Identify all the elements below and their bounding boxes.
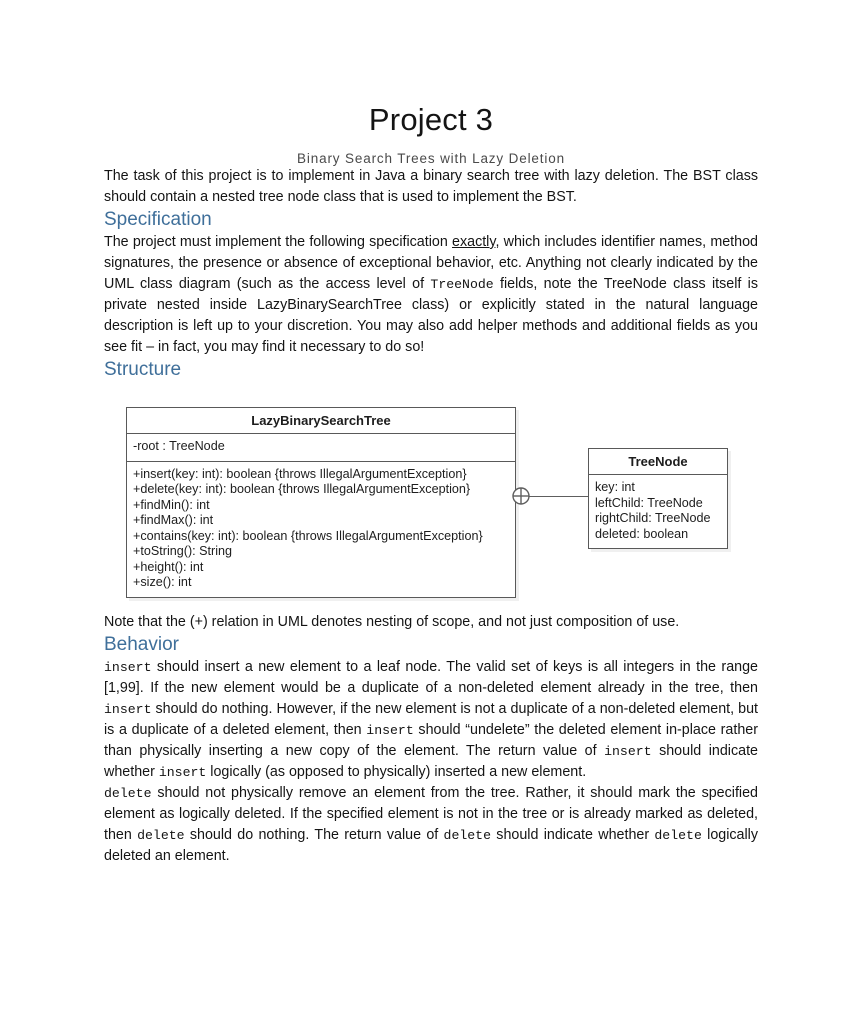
uml-note-paragraph: Note that the (+) relation in UML denotes nesting of scope, and not just composition of use. <box>104 614 680 630</box>
uml-attribute-row: deleted: boolean <box>595 526 689 541</box>
uml-attributes-treenode <box>589 475 727 548</box>
page-title: Project 3 <box>368 102 494 137</box>
uml-class-treenode <box>588 448 728 549</box>
delete-text-3: should indicate whether <box>491 827 655 843</box>
uml-class-name-lazybinarysearchtree: LazyBinarySearchTree <box>127 408 515 434</box>
uml-method-row: +findMin(): int <box>133 497 210 512</box>
uml-method-row: +delete(key: int): boolean {throws IllegalArgumentException} <box>133 482 471 496</box>
spec-text-2: , which includes identifier names, method signatures, the presence or absence of exceptional behavior, etc. Anything not clearly indicated by the UML class diagram (such as the access level of <box>104 234 759 292</box>
section-heading-structure: Structure <box>104 359 182 380</box>
insert-text-2: should do nothing. However, if the new element is not a duplicate of a non-deleted element, but is a duplicate of a deleted element, then <box>104 701 758 738</box>
specification-paragraph <box>104 232 758 358</box>
spec-emphasis-exactly: exactly <box>452 234 496 250</box>
section-heading-specification: Specification <box>104 209 212 230</box>
code-insert: insert <box>104 702 152 717</box>
code-insert: insert <box>104 660 152 675</box>
uml-method-row: +size(): int <box>133 575 192 589</box>
uml-method-row: +findMax(): int <box>133 513 214 527</box>
code-delete: delete <box>654 828 702 843</box>
uml-attribute-row: leftChild: TreeNode <box>595 495 703 510</box>
uml-method-row: +insert(key: int): boolean {throws IllegalArgumentException} <box>133 466 467 481</box>
code-delete: delete <box>137 828 185 843</box>
insert-text-3: should “undelete” the deleted element in-place rather than physically inserting a new copy of the element. The return value of <box>104 722 758 759</box>
spec-text-1: The project must implement the following specification <box>104 234 453 250</box>
uml-class-name-treenode: TreeNode <box>589 449 727 475</box>
delete-text-2: should do nothing. The return value of <box>184 827 444 843</box>
code-insert: insert <box>158 765 207 780</box>
insert-behavior-paragraph <box>104 657 758 783</box>
code-delete: delete <box>443 828 492 843</box>
code-insert: insert <box>604 744 652 759</box>
uml-attribute-row: -root : TreeNode <box>133 439 225 453</box>
uml-class-diagram <box>104 400 758 612</box>
delete-text-1: should not physically remove an element from the tree. Rather, it should mark the specified element as logically deleted. If the specified element is not in the tree or is already marked as deleted, then <box>104 785 758 843</box>
code-insert: insert <box>366 723 414 738</box>
uml-method-row: +contains(key: int): boolean {throws IllegalArgumentException} <box>133 528 483 543</box>
delete-text-4: logically deleted an element. <box>104 827 759 864</box>
uml-attribute-row: rightChild: TreeNode <box>595 511 711 525</box>
spec-code-treenode: TreeNode <box>430 277 494 292</box>
uml-attributes-lazybinarysearchtree <box>127 434 515 462</box>
uml-method-row: +height(): int <box>133 559 204 574</box>
insert-text-1: should insert a new element to a leaf node. The valid set of keys is all integers in the range [1,99]. If the new element would be a duplicate of a non-deleted element already in the tree, then <box>104 659 758 696</box>
document-content <box>104 0 758 867</box>
intro-paragraph: The task of this project is to implement in Java a binary search tree with lazy deletion. The BST class should contain a nested tree node class that is used to implement the BST. <box>104 168 758 205</box>
insert-text-5: logically (as opposed to physically) inserted a new element. <box>206 764 587 780</box>
spec-text-3: fields, note the TreeNode class itself is private nested inside LazyBinarySearchTree class) or explicitly stated in the natural language description is left up to your discretion. You may also add helper methods and additional fields as you see fit – in fact, you may find it necessary to do so! <box>104 276 758 355</box>
insert-text-4: should indicate whether <box>104 743 758 780</box>
uml-method-row: +toString(): String <box>133 544 233 558</box>
uml-attribute-row: key: int <box>595 480 635 494</box>
section-heading-behavior: Behavior <box>104 634 179 655</box>
delete-behavior-paragraph <box>104 783 758 867</box>
page-subtitle: Binary Search Trees with Lazy Deletion <box>297 151 565 166</box>
circle-plus-icon <box>511 486 531 506</box>
uml-relation-connector <box>522 496 588 497</box>
code-delete: delete <box>104 786 152 801</box>
uml-class-lazybinarysearchtree <box>126 407 516 598</box>
uml-methods-lazybinarysearchtree <box>127 462 515 597</box>
